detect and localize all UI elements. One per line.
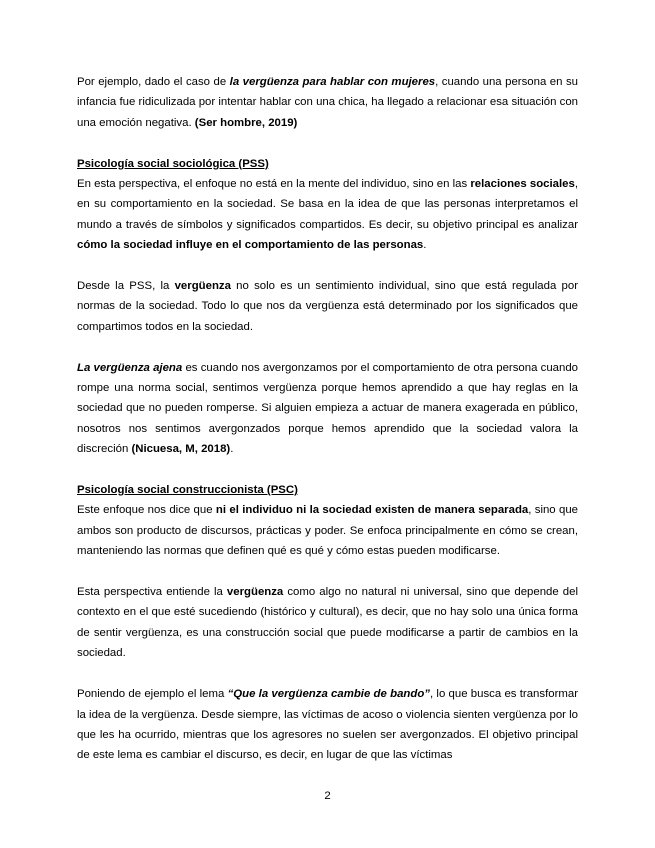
text-run: como algo no natural ni universal, sino que depende del contexto en el que esté sucediendo (histórico y cultural), es decir, que no hay solo una única forma de sentir vergüenza, es una construcción social que puede modificarse a partir de cambios en la sociedad. xyxy=(77,586,578,660)
emphasis-text: la vergüenza para hablar con mujeres xyxy=(229,76,436,88)
text-run: Por ejemplo, dado el caso de xyxy=(77,76,230,88)
text-run: En esta perspectiva, el enfoque no está en la mente del individuo, sino en las xyxy=(77,178,471,191)
bold-text: relaciones sociales xyxy=(470,178,575,191)
paragraph-example-shame xyxy=(77,72,578,133)
citation: (Nicuesa, M, 2018) xyxy=(131,443,231,456)
text-run: Esta perspectiva entiende la xyxy=(77,586,227,599)
text-run: , en su comportamiento en la sociedad. Se basa en la idea de que las personas interpretamos el mundo a través de símbolos y significados compartidos. Es decir, su objetivo principal es analizar xyxy=(77,178,579,231)
paragraph-vicarious-shame xyxy=(77,358,578,460)
text-run: , sino que ambos son producto de discursos, prácticas y poder. Se enfoca principalmente en cómo se crean, manteniendo las normas que definen qué es qué y cómo estas pueden modificarse. xyxy=(77,504,578,558)
text-run: Desde la PSS, la xyxy=(77,280,175,293)
document-body xyxy=(77,72,578,786)
text-run: , lo que busca es transformar la idea de la vergüenza. Desde siempre, las víctimas de acoso o violencia sienten vergüenza por lo que les ha ocurrido, mientras que los agresores no suelen ser avergonzados. El objetivo principal de este lema es cambiar el discurso, es decir, en lugar de que las víctimas xyxy=(77,688,578,762)
bold-text: cómo la sociedad influye en el comportamiento de las personas xyxy=(77,239,424,252)
paragraph-pss-shame xyxy=(77,276,578,337)
citation: (Ser hombre, 2019) xyxy=(194,116,298,129)
bold-text: ni el individuo ni la sociedad existen de manera separada xyxy=(215,504,529,517)
text-run: es cuando nos avergonzamos por el comportamiento de otra persona cuando rompe una norma social, sentimos vergüenza porque hemos aprendido a que hay reglas en la sociedad que no pueden romperse. Si alguien empieza a actuar de manera exagerada en público, nosotros nos sentimos avergonzados porque hemos aprendido que la sociedad valora la discreción xyxy=(77,361,578,456)
emphasis-text: La vergüenza ajena xyxy=(77,361,183,374)
bold-text: vergüenza xyxy=(174,280,231,293)
bold-text: vergüenza xyxy=(226,586,284,599)
text-run: . xyxy=(230,443,234,456)
emphasis-text: “Que la vergüenza cambie de bando” xyxy=(227,688,430,701)
text-run: Poniendo de ejemplo el lema xyxy=(77,688,228,701)
page-number: 2 xyxy=(324,790,331,802)
paragraph-slogan xyxy=(77,684,578,766)
section-heading-psc: Psicología social construccionista (PSC) xyxy=(77,484,298,497)
paragraph-psc-intro xyxy=(77,500,578,561)
text-run: . xyxy=(423,239,427,252)
paragraph-pss-intro xyxy=(77,174,578,256)
text-run: no solo es un sentimiento individual, sino que está regulada por normas de la sociedad. Todo lo que nos da vergüenza está determinado por los significados que compartimos todos en la sociedad. xyxy=(77,280,578,333)
paragraph-psc-shame xyxy=(77,582,578,664)
text-run: , cuando una persona en su infancia fue ridiculizada por intentar hablar con una chica, ha llegado a relacionar esa situación con una emoción negativa. xyxy=(77,76,578,129)
text-run: Este enfoque nos dice que xyxy=(77,504,216,517)
section-heading-pss: Psicología social sociológica (PSS) xyxy=(77,157,269,170)
